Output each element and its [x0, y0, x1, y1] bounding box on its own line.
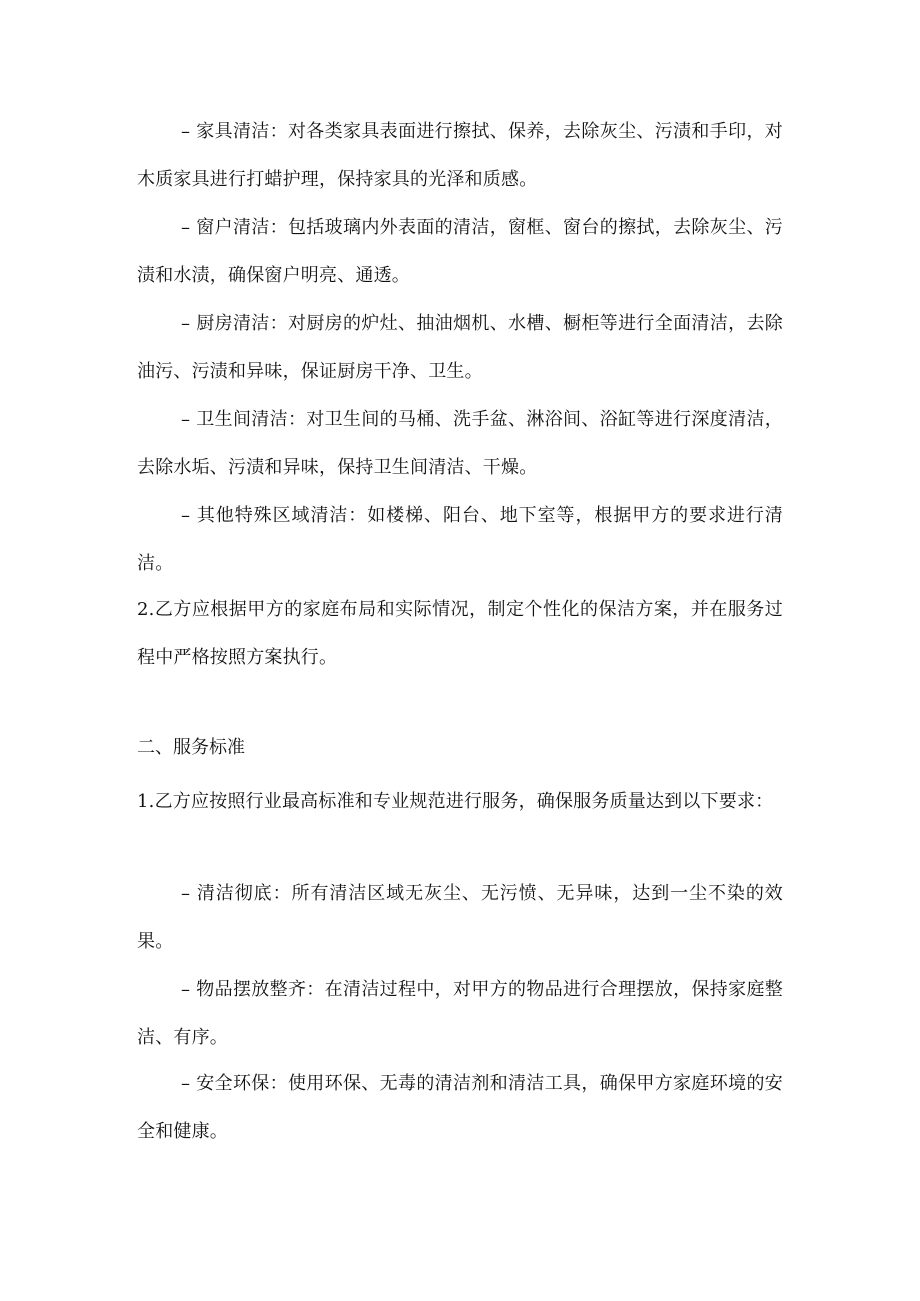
paragraph-cleaning-plan: 2.乙方应根据甲方的家庭布局和实际情况，制定个性化的保洁方案，并在服务过程中严格按照方案执行。 — [137, 599, 783, 668]
paragraph-special-area-cleaning: – 其他特殊区域清洁：如楼梯、阳台、地下室等，根据甲方的要求进行清洁。 — [137, 505, 783, 574]
paragraph-kitchen-cleaning: – 厨房清洁：对厨房的炉灶、抽油烟机、水槽、橱柜等进行全面清洁，去除油污、污渍和异味，保证厨房干净、卫生。 — [137, 313, 783, 382]
section-heading-service-standards: 二、服务标准 — [137, 737, 245, 758]
paragraph-furniture-cleaning: – 家具清洁：对各类家具表面进行擦拭、保养，去除灰尘、污渍和手印，对木质家具进行打蜡护理，保持家具的光泽和质感。 — [137, 121, 783, 190]
paragraph-tidy-arrangement: – 物品摆放整齐：在清洁过程中，对甲方的物品进行合理摆放，保持家庭整洁、有序。 — [137, 979, 783, 1048]
paragraph-service-quality-intro: 1.乙方应按照行业最高标准和专业规范进行服务，确保服务质量达到以下要求： — [137, 791, 774, 812]
paragraph-window-cleaning: – 窗户清洁：包括玻璃内外表面的清洁，窗框、窗台的擦拭，去除灰尘、污渍和水渍，确保窗户明亮、通透。 — [137, 217, 783, 286]
paragraph-bathroom-cleaning: – 卫生间清洁：对卫生间的马桶、洗手盆、淋浴间、浴缸等进行深度清洁，去除水垢、污渍和异味，保持卫生间清洁、干燥。 — [137, 409, 783, 478]
paragraph-safety-environment: – 安全环保：使用环保、无毒的清洁剂和清洁工具，确保甲方家庭环境的安全和健康。 — [137, 1073, 783, 1142]
paragraph-thorough-cleaning: – 清洁彻底：所有清洁区域无灰尘、无污愤、无异味，达到一尘不染的效果。 — [137, 883, 783, 952]
